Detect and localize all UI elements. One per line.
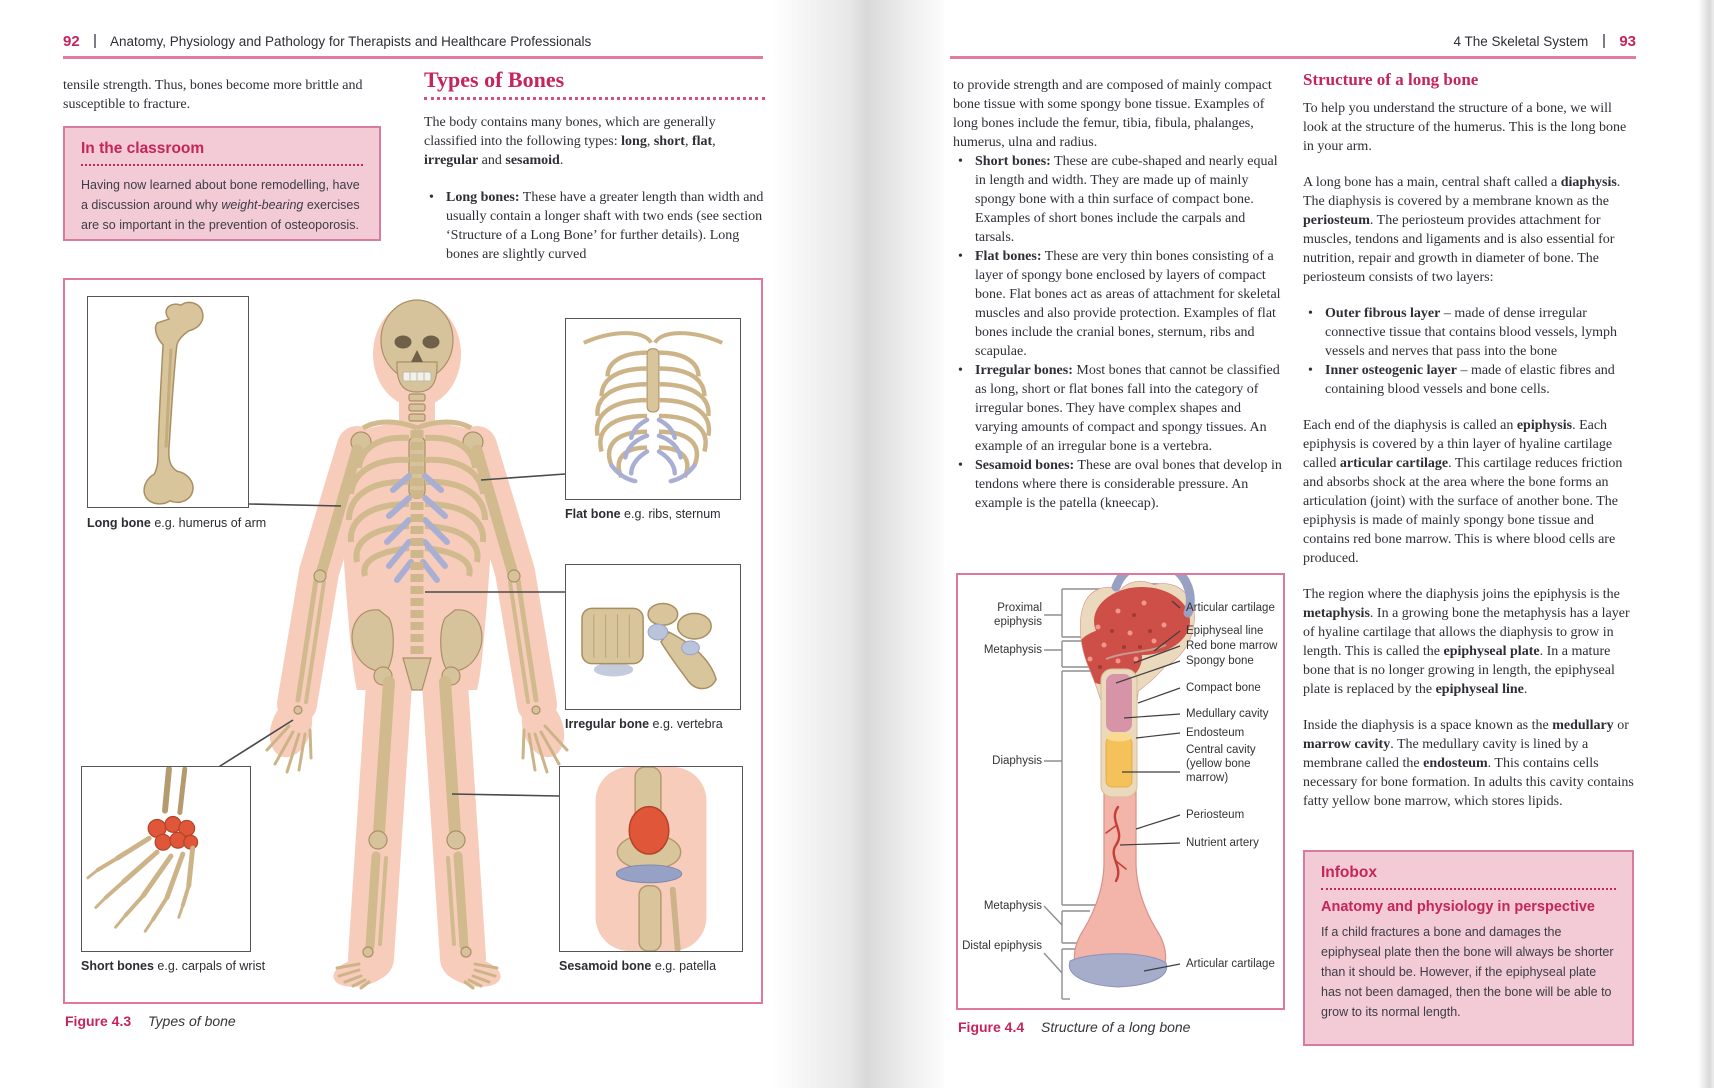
hand-illustration [82,767,250,951]
infobox [1303,850,1634,1046]
label-proximal-epiphysis: Proximal epiphysis [994,602,1042,628]
figure-4-3-title: Types of bone [148,1013,236,1029]
knee-illustration [560,767,742,951]
inset-irregular-bone [565,564,741,710]
header-divider [1603,34,1605,48]
label-compact-bone: Compact bone [1186,682,1261,694]
label-irregular-bone: Irregular bone e.g. vertebra [565,717,723,731]
page-gutter [772,0,944,1088]
body-paragraph: To help you understand the structure of a bone, we will look at the structure of the humerus. This is the long bone in your arm. [1303,101,1627,154]
classroom-box-title: In the classroom [81,140,363,166]
label-periosteum: Periosteum [1186,809,1245,821]
label-distal-epiphysis: Distal epiphysis [962,940,1042,952]
infobox-body: If a child fractures a bone and damages the epiphyseal plate then the bone will always be shorter than it should be. However, if the epiphyseal plate has not been damaged, then the bone will be able to grow to its normal length. [1321,925,1614,1019]
bullet-sesamoid-bones: • Sesamoid bones: These are oval bones that develop in tendons where there is considerable pressure. An example is the patella (kneecap). [953,456,1287,513]
label-red-bone-marrow: Red bone marrow [1186,640,1278,652]
label-flat-bone: Flat bone e.g. ribs, sternum [565,507,721,521]
label-epiphyseal-line: Epiphyseal line [1186,625,1264,637]
figure-4-4-title: Structure of a long bone [1041,1019,1191,1035]
label-endosteum: Endosteum [1186,727,1245,739]
label-central-cavity: Central cavity (yellow bone marrow) [1186,744,1256,784]
body-paragraph: The region where the diaphysis joins the epiphysis is the metaphysis. In a growing bone the metaphysis has a layer of hyaline cartilage that allows the diaphysis to grow in length. This is called the epiphyseal plate. In a mature bone that is no longer growing in length, the epiphyseal plate is replaced by the epiphyseal line. [1303,587,1630,697]
label-metaphysis-upper: Metaphysis [983,644,1042,656]
label-long-bone: Long bone e.g. humerus of arm [87,516,267,530]
left-column-1 [63,76,405,114]
left-running-header [63,33,763,50]
figure-4-4-long-bone-structure [956,573,1285,1010]
body-paragraph: A long bone has a main, central shaft called a diaphysis. The diaphysis is covered by a membrane known as the periosteum. The periosteum provides attachment for muscles, tendons and ligaments and is also essential for nutrition, repair and growth in diameter of bone. The periosteum consists of two layers: [1303,175,1621,285]
body-paragraph: Inside the diaphysis is a space known as the medullary or marrow cavity. The medullary cavity is lined by a membrane called the endosteum. This contains cells necessary for bone formation. In adults this cavity contains fatty yellow bone marrow, which stores lipids. [1303,718,1634,809]
humerus-illustration [88,297,248,507]
figure-4-3-types-of-bone [63,278,763,1004]
section-intro: The body contains many bones, which are generally classified into the following types: long, short, flat, irregular and sesamoid. [424,115,716,168]
bullet-flat-bones: • Flat bones: These are very thin bones consisting of a layer of spongy bone enclosed by layers of compact bone. Flat bones act as areas of attachment for skeletal muscles and also provide protection. Examples of flat bones include the cranial bones, sternum, ribs and scapulae. [953,247,1287,361]
right-column-1 [953,76,1287,513]
label-short-bones: Short bones e.g. carpals of wrist [81,959,266,973]
section-title-structure-long-bone: Structure of a long bone [1303,70,1479,89]
bullet-irregular-bones: • Irregular bones: Most bones that cannot be classified as long, short or flat bones fall into the category of irregular bones. They have complex shapes and varying amounts of compact and spongy tissues. An example of an irregular bone is a vertebra. [953,361,1287,456]
label-sesamoid-bone: Sesamoid bone e.g. patella [559,959,717,973]
left-page-number: 92 [63,33,80,50]
bullet-inner-osteogenic-layer: • Inner osteogenic layer – made of elastic fibres and containing blood vessels and bone cells. [1303,361,1637,399]
right-header-title: 4 The Skeletal System [1453,34,1589,49]
in-the-classroom-box [63,126,381,241]
right-page-number: 93 [1619,33,1636,50]
bullet-outer-fibrous-layer: • Outer fibrous layer – made of dense irregular connective tissue that contains blood vessels, lymph vessels and nerves that pass into the bone [1303,304,1637,361]
right-column-2 [1303,70,1637,811]
left-column-2 [424,67,765,264]
right-running-header [950,33,1636,50]
body-paragraph: Each end of the diaphysis is called an epiphysis. Each epiphysis is covered by a thin layer of hyaline cartilage called articular cartilage. This cartilage reduces friction and absorbs shock at the area where the bone forms an articulation (joint) with the surface of another bone. The epiphysis is made of mainly spongy bone tissue and contains red bone marrow. This is where blood cells are produced. [1303,418,1623,566]
label-nutrient-artery: Nutrient artery [1186,837,1259,849]
figure-4-3-caption [65,1013,236,1029]
inset-sesamoid-bone [559,766,743,952]
figure-4-4-caption [958,1019,1190,1035]
body-paragraph: tensile strength. Thus, bones become more brittle and susceptible to fracture. [63,78,363,112]
figure-4-3-number: Figure 4.3 [65,1013,132,1029]
label-spongy-bone: Spongy bone [1186,655,1254,667]
infobox-subtitle: Anatomy and physiology in perspective [1321,899,1595,915]
section-title-types-of-bones: Types of Bones [424,70,765,100]
label-articular-cartilage-bottom: Articular cartilage [1186,958,1275,970]
right-header-rule [950,56,1636,59]
label-articular-cartilage-top: Articular cartilage [1186,602,1275,614]
ribcage-illustration [566,319,740,499]
inset-short-bones [81,766,251,952]
bullet-short-bones: • Short bones: These are cube-shaped and nearly equal in length and width. They are made up of mainly spongy bone with a thin surface of compact bone. Examples of short bones include the carpals and tarsals. [953,152,1287,247]
left-header-title: Anatomy, Physiology and Pathology for Therapists and Healthcare Professionals [109,34,592,49]
left-header-rule [63,56,763,59]
label-metaphysis-lower: Metaphysis [983,900,1042,912]
figure-4-4-number: Figure 4.4 [958,1019,1025,1035]
page-edge-shadow [1698,0,1714,1088]
body-paragraph: to provide strength and are composed of mainly compact bone tissue with some spongy bone tissue. Examples of long bones include the femur, tibia, fibula, phalanges, humerus, ulna and radius. [953,78,1272,150]
label-medullary-cavity: Medullary cavity [1186,708,1269,720]
inset-long-bone [87,296,249,508]
inset-flat-bone [565,318,741,500]
vertebra-illustration [566,565,740,709]
header-divider [94,34,96,48]
infobox-title: Infobox [1321,864,1616,890]
bullet-long-bones: • Long bones: These have a greater length than width and usually contain a longer shaft with two ends (see section ‘Structure of a Long Bone’ for further details). Long bones are slightly curved [424,188,765,264]
label-diaphysis: Diaphysis [992,755,1042,767]
classroom-box-body: Having now learned about bone remodelling, have a discussion around why weight-bearing exercises are so important in the prevention of osteoporosis. [81,178,360,232]
